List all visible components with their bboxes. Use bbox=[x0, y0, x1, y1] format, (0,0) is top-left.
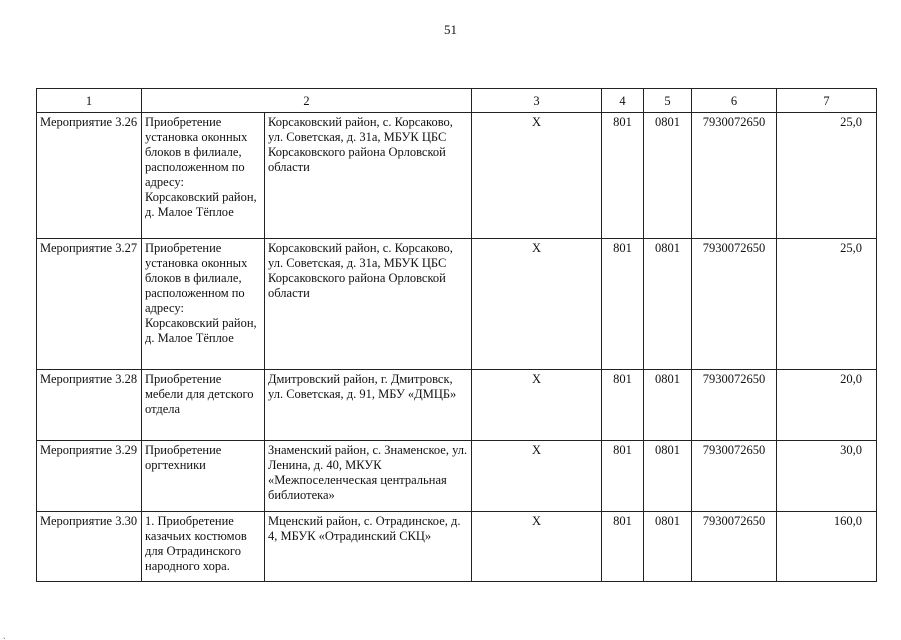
col3-cell: Х bbox=[472, 239, 602, 370]
table-row bbox=[37, 512, 877, 582]
col3-cell: Х bbox=[472, 441, 602, 512]
description-cell: 1. Приобретение казачьих костюмов для Отрадинского народного хора. bbox=[142, 512, 265, 582]
col6-cell: 7930072650 bbox=[692, 370, 777, 441]
col5-cell: 0801 bbox=[644, 441, 692, 512]
col7-cell: 25,0 bbox=[777, 113, 877, 239]
header-cell: 7 bbox=[777, 89, 877, 113]
event-cell: Мероприятие 3.30 bbox=[37, 512, 142, 582]
description-cell: Приобретение оргтехники bbox=[142, 441, 265, 512]
address-cell: Знаменский район, с. Знаменское, ул. Ленина, д. 40, МКУК «Межпоселенческая центральная библиотека» bbox=[265, 441, 472, 512]
address-cell: Дмитровский район, г. Дмитровск, ул. Советская, д. 91, МБУ «ДМЦБ» bbox=[265, 370, 472, 441]
table-row bbox=[37, 239, 877, 370]
col3-cell: Х bbox=[472, 113, 602, 239]
header-cell: 5 bbox=[644, 89, 692, 113]
table-row bbox=[37, 113, 877, 239]
address-cell: Корсаковский район, с. Корсаково, ул. Советская, д. 31а, МБУК ЦБС Корсаковского района Орловской области bbox=[265, 239, 472, 370]
col4-cell: 801 bbox=[602, 370, 644, 441]
header-cell: 6 bbox=[692, 89, 777, 113]
col4-cell: 801 bbox=[602, 441, 644, 512]
col7-cell: 160,0 bbox=[777, 512, 877, 582]
header-cell: 2 bbox=[142, 89, 472, 113]
description-cell: Приобретение мебели для детского отдела bbox=[142, 370, 265, 441]
description-cell: Приобретение установка оконных блоков в филиале, расположенном по адресу: Корсаковский район, д. Малое Тёплое bbox=[142, 113, 265, 239]
address-cell: Мценский район, с. Отрадинское, д. 4, МБУК «Отрадинский СКЦ» bbox=[265, 512, 472, 582]
col7-cell: 25,0 bbox=[777, 239, 877, 370]
col6-cell: 7930072650 bbox=[692, 239, 777, 370]
page-number: 51 bbox=[444, 22, 457, 37]
table-row bbox=[37, 441, 877, 512]
col3-cell: Х bbox=[472, 512, 602, 582]
col4-cell: 801 bbox=[602, 113, 644, 239]
col5-cell: 0801 bbox=[644, 370, 692, 441]
header-cell: 1 bbox=[37, 89, 142, 113]
budget-table bbox=[36, 88, 877, 582]
description-cell: Приобретение установка оконных блоков в филиале, расположенном по адресу: Корсаковский район, д. Малое Тёплое bbox=[142, 239, 265, 370]
address-cell: Корсаковский район, с. Корсаково, ул. Советская, д. 31а, МБУК ЦБС Корсаковского района Орловской области bbox=[265, 113, 472, 239]
event-cell: Мероприятие 3.28 bbox=[37, 370, 142, 441]
col6-cell: 7930072650 bbox=[692, 113, 777, 239]
col7-cell: 30,0 bbox=[777, 441, 877, 512]
col4-cell: 801 bbox=[602, 512, 644, 582]
col5-cell: 0801 bbox=[644, 239, 692, 370]
col6-cell: 7930072650 bbox=[692, 441, 777, 512]
scan-mark: ˎ bbox=[3, 630, 6, 639]
col6-cell: 7930072650 bbox=[692, 512, 777, 582]
table-header-row bbox=[37, 89, 877, 113]
col3-cell: Х bbox=[472, 370, 602, 441]
table-row bbox=[37, 370, 877, 441]
col5-cell: 0801 bbox=[644, 512, 692, 582]
col7-cell: 20,0 bbox=[777, 370, 877, 441]
header-cell: 3 bbox=[472, 89, 602, 113]
header-cell: 4 bbox=[602, 89, 644, 113]
col5-cell: 0801 bbox=[644, 113, 692, 239]
event-cell: Мероприятие 3.29 bbox=[37, 441, 142, 512]
col4-cell: 801 bbox=[602, 239, 644, 370]
event-cell: Мероприятие 3.27 bbox=[37, 239, 142, 370]
event-cell: Мероприятие 3.26 bbox=[37, 113, 142, 239]
